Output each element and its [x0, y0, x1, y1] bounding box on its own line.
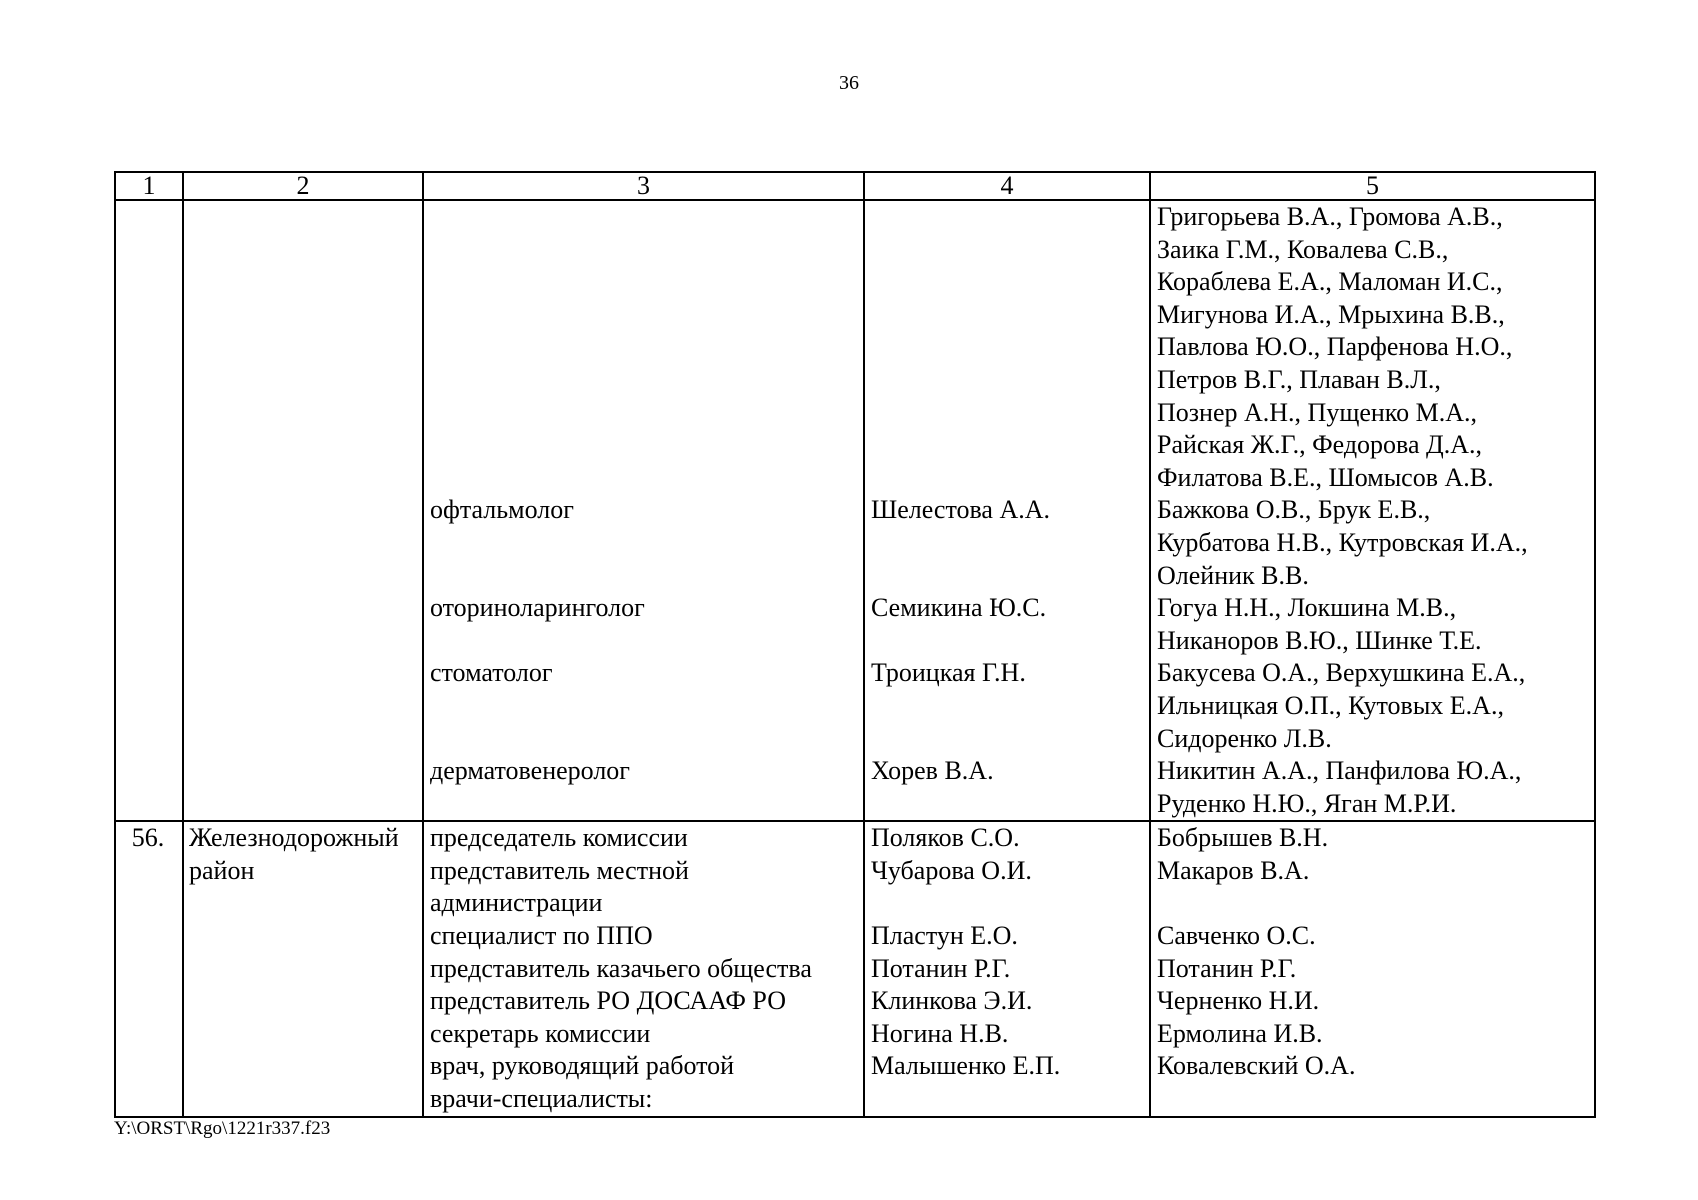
- main-member-line: [871, 462, 1147, 495]
- reserve-member-line: Курбатова Н.В., Кутровская И.А.,: [1157, 527, 1528, 557]
- role-line: [430, 462, 861, 495]
- column-header-4: 4: [864, 172, 1150, 200]
- main-member-line: [871, 299, 1147, 332]
- row-number: 56.: [131, 823, 165, 853]
- column-header-2: 2: [183, 172, 423, 200]
- main-member-line: Семикина Ю.С.: [871, 593, 1047, 623]
- main-member-line: Чубарова О.И.: [871, 855, 1032, 885]
- reserve-member-line: [1157, 887, 1592, 920]
- role-line: [430, 527, 861, 560]
- reserve-member-line: Потанин Р.Г.: [1157, 953, 1297, 983]
- role-line: представитель казачьего общества: [430, 953, 812, 983]
- reserve-member-line: Руденко Н.Ю., Яган М.Р.И.: [1157, 788, 1457, 818]
- reserve-member-line: Ильницкая О.П., Кутовых Е.А.,: [1157, 690, 1504, 720]
- reserve-member-line: Олейник В.В.: [1157, 560, 1309, 590]
- role-line: [430, 723, 861, 756]
- main-member-line: [871, 527, 1147, 560]
- role-cell: [423, 200, 864, 821]
- reserve-member-line: Савченко О.С.: [1157, 921, 1316, 951]
- role-line: [430, 788, 861, 821]
- reserve-member-line: Филатова В.Е., Шомысов А.В.: [1157, 462, 1494, 492]
- reserve-members-cell: [1150, 200, 1595, 821]
- reserve-member-line: Никаноров В.Ю., Шинке Т.Е.: [1157, 625, 1482, 655]
- role-line: [430, 299, 861, 332]
- role-line: [430, 331, 861, 364]
- role-line: секретарь комиссии: [430, 1018, 651, 1048]
- column-header-1: 1: [115, 172, 183, 200]
- main-member-line: [871, 887, 1147, 920]
- role-cell: [423, 821, 864, 1116]
- reserve-member-line: Макаров В.А.: [1157, 855, 1310, 885]
- main-member-line: Шелестова А.А.: [871, 495, 1051, 525]
- reserve-member-line: Райская Ж.Г., Федорова Д.А.,: [1157, 430, 1483, 460]
- role-line: дерматовенеролог: [430, 756, 630, 786]
- main-member-line: Потанин Р.Г.: [871, 953, 1011, 983]
- reserve-member-line: Заика Г.М., Ковалева С.В.,: [1157, 234, 1449, 264]
- reserve-members-cell: [1150, 821, 1595, 1116]
- reserve-member-line: Бобрышев В.Н.: [1157, 823, 1329, 853]
- main-member-line: [871, 364, 1147, 397]
- reserve-member-line: Петров В.Г., Плаван В.Л.,: [1157, 364, 1441, 394]
- reserve-member-line: Никитин А.А., Панфилова Ю.А.,: [1157, 756, 1522, 786]
- main-member-line: [871, 690, 1147, 723]
- role-line: врачи-специалисты:: [430, 1084, 653, 1114]
- reserve-member-line: Гогуа Н.Н., Локшина М.В.,: [1157, 593, 1457, 623]
- main-member-line: [871, 201, 1147, 234]
- reserve-member-line: Ковалевский О.А.: [1157, 1051, 1356, 1081]
- reserve-member-line: Ермолина И.В.: [1157, 1018, 1323, 1048]
- main-member-line: Троицкая Г.Н.: [871, 658, 1026, 688]
- main-member-cell: [864, 200, 1150, 821]
- role-line: врач, руководящий работой: [430, 1051, 735, 1081]
- role-line: [430, 429, 861, 462]
- main-member-line: [871, 331, 1147, 364]
- role-line: оториноларинголог: [430, 593, 645, 623]
- main-member-line: Ногина Н.В.: [871, 1018, 1009, 1048]
- role-line: администрации: [430, 888, 603, 918]
- role-line: [430, 234, 861, 267]
- reserve-member-line: Сидоренко Л.В.: [1157, 723, 1332, 753]
- district-cell: [183, 200, 423, 821]
- district-line: район: [189, 855, 255, 885]
- role-line: специалист по ППО: [430, 921, 653, 951]
- main-member-line: [871, 560, 1147, 593]
- role-line: [430, 560, 861, 593]
- row-number-cell: [115, 200, 183, 821]
- reserve-member-line: [1157, 1083, 1592, 1116]
- role-line: представитель местной: [430, 855, 689, 885]
- reserve-member-line: Кораблева Е.А., Маломан И.С.,: [1157, 267, 1503, 297]
- main-member-line: [871, 723, 1147, 756]
- reserve-member-line: Черненко Н.И.: [1157, 986, 1320, 1016]
- role-line: [430, 690, 861, 723]
- reserve-member-line: Познер А.Н., Пущенко М.А.,: [1157, 397, 1478, 427]
- role-line: [430, 364, 861, 397]
- column-header-5: 5: [1150, 172, 1595, 200]
- reserve-member-line: Бакусева О.А., Верхушкина Е.А.,: [1157, 658, 1526, 688]
- table-row: [115, 821, 1595, 1116]
- table-header-row: [115, 172, 1595, 200]
- main-member-line: Малышенко Е.П.: [871, 1051, 1061, 1081]
- district-line: Железнодорожный: [189, 823, 399, 853]
- role-line: [430, 625, 861, 658]
- main-member-line: Клинкова Э.И.: [871, 986, 1033, 1016]
- role-line: председатель комиссии: [430, 823, 688, 853]
- main-member-line: [871, 1083, 1147, 1116]
- main-member-line: Хорев В.А.: [871, 756, 994, 786]
- reserve-member-line: Бажкова О.В., Брук Е.В.,: [1157, 495, 1431, 525]
- reserve-member-line: Григорьева В.А., Громова А.В.,: [1157, 202, 1503, 231]
- main-member-line: [871, 397, 1147, 430]
- file-path-footer: Y:\ORST\Rgo\1221r337.f23: [114, 1118, 331, 1139]
- role-line: представитель РО ДОСААФ РО: [430, 986, 786, 1016]
- main-member-cell: [864, 821, 1150, 1116]
- main-member-line: Пластун Е.О.: [871, 921, 1018, 951]
- role-line: [430, 266, 861, 299]
- reserve-member-line: Мигунова И.А., Мрыхина В.В.,: [1157, 299, 1505, 329]
- row-number-cell: [115, 821, 183, 1116]
- role-line: [430, 397, 861, 430]
- reserve-member-line: Павлова Ю.О., Парфенова Н.О.,: [1157, 332, 1513, 362]
- table-row: [115, 200, 1595, 821]
- page-number: 36: [839, 72, 859, 94]
- district-cell: [183, 821, 423, 1116]
- column-header-3: 3: [423, 172, 864, 200]
- role-line: офтальмолог: [430, 495, 574, 525]
- row-number: [116, 201, 180, 234]
- main-member-line: [871, 266, 1147, 299]
- commission-table: [114, 171, 1596, 1118]
- main-member-line: [871, 234, 1147, 267]
- main-member-line: Поляков С.О.: [871, 823, 1020, 853]
- main-member-line: [871, 625, 1147, 658]
- role-line: [430, 201, 861, 234]
- role-line: стоматолог: [430, 658, 553, 688]
- main-member-line: [871, 429, 1147, 462]
- main-member-line: [871, 788, 1147, 821]
